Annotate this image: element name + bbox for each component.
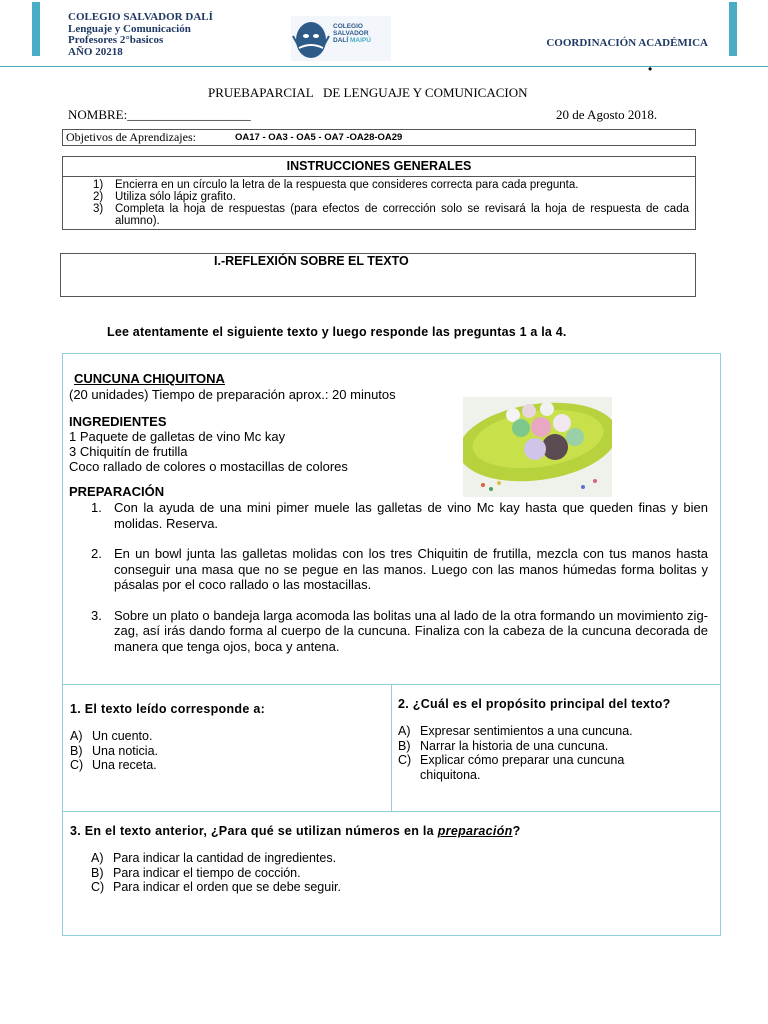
ingredient-item: 3 Chiquitín de frutilla [69,444,188,459]
header-divider [0,66,768,67]
section-box [60,253,696,297]
ingredient-item: 1 Paquete de galletas de vino Mc kay [69,429,286,444]
option-item: C) Una receta. [70,758,157,772]
logo-text-4: MAIPÚ [349,37,371,44]
logo-text-1: COLEGIO [333,23,363,30]
options-list [70,729,380,773]
coordination-label: COORDINACIÓN ACADÉMICA [546,37,708,49]
step-item: 2. En un bowl junta las galletas molidas con los tres Chiquitin de frutilla, mezcla con tus manos hasta conseguir una masa que no se pegue en las manos. Luego con las manos húmedas forma bolitas y pásalas por el coco rallado o las mostacillas. [91,546,708,592]
instructions-title: INSTRUCCIONES GENERALES [63,157,695,177]
instruction-item: 2) Utiliza sólo lápiz grafito. [93,191,236,203]
step-item: 3. Sobre un plato o bandeja larga acomoda las bolitas una al lado de la otra formando un movimiento zig-zag, así irás dando forma al cuerpo de la cuncuna. Finaliza con la cabeza de la cuncuna decorada de manera que tenga ojos, boca y antena. [91,607,708,654]
ingredients-list [69,429,348,474]
name-field: NOMBRE:___________________ [68,107,251,122]
school-logo [291,16,391,61]
preparation-steps [63,500,720,654]
preparation-title: PREPARACIÓN [69,484,165,499]
question-1 [70,702,380,773]
instructions-box [62,156,696,230]
header-right-bar [729,2,737,56]
option-item: C) Para indicar el orden que se debe seguir. [91,880,341,894]
recipe-photo [463,397,612,497]
instruction-item: 3) Completa la hoja de respuestas (para efectos de corrección solo se revisará la hoja de respuesta de cada alumno). [93,203,689,227]
section-title: I.-REFLEXIÓN SOBRE EL TEXTO [214,254,409,268]
ingredients-title: INGREDIENTES [69,414,167,429]
logo-text-2: SALVADOR [333,30,369,37]
option-item: C) Explicar cómo preparar una cuncuna chiquitona. [398,753,625,782]
header-bullet: • [648,62,653,76]
question-3 [70,824,710,895]
divider [63,811,720,812]
option-item: B) Para indicar el tiempo de cocción. [91,865,301,880]
question-text: 3. En el texto anterior, ¿Para qué se utilizan números en la preparación? [70,824,521,838]
subject-name: Lenguaje y Comunicación [68,22,191,35]
objectives-label: Objetivos de Aprendizajes: [66,130,196,144]
test-title: PRUEBAPARCIAL DE LENGUAJE Y COMUNICACION [208,85,528,100]
options-list [398,724,698,782]
instruction-item: 1) Encierra en un círculo la letra de la respuesta que consideres correcta para cada pregunta. [93,179,579,191]
test-date: 20 de Agosto 2018. [556,107,658,122]
recipe-subtitle: (20 unidades) Tiempo de preparación aprox.: 20 minutos [69,387,396,402]
divider [391,684,392,811]
recipe-title: CUNCUNA CHIQUITONA [74,371,225,386]
school-name: COLEGIO SALVADOR DALÍ [68,11,213,23]
instructions-list [63,177,695,227]
logo-text-3: DALÍ [333,37,349,44]
header-school-block [68,12,213,58]
reading-box [62,353,721,936]
step-item: 1. Con la ayuda de una mini pimer muele las galletas de vino Mc kay hasta que queden finas y bien molidas. Reserva. [91,500,708,531]
option-item: B) Narrar la historia de una cuncuna. [398,738,609,753]
year-label: AÑO 20218 [68,45,123,58]
objectives-codes: OA17 - OA3 - OA5 - OA7 -OA28-OA29 [235,132,403,143]
header-left-bar [32,2,40,56]
ingredient-item: Coco rallado de colores o mostacillas de colores [69,459,348,474]
objectives-box [62,129,696,146]
option-item: A) Un cuento. [70,729,153,743]
option-item: B) Una noticia. [70,743,159,758]
question-text: 1. El texto leído corresponde a: [70,702,266,716]
options-list [70,851,710,895]
option-item: A) Para indicar la cantidad de ingredientes. [91,851,337,865]
teachers-label: Profesores 2°basicos [68,34,164,46]
question-2 [398,697,698,782]
reading-instruction: Lee atentamente el siguiente texto y luego responde las preguntas 1 a la 4. [107,325,567,339]
cuncuna-balls-image [463,397,612,497]
option-item: A) Expresar sentimientos a una cuncuna. [398,724,633,738]
question-text: 2. ¿Cuál es el propósito principal del texto? [398,697,671,711]
